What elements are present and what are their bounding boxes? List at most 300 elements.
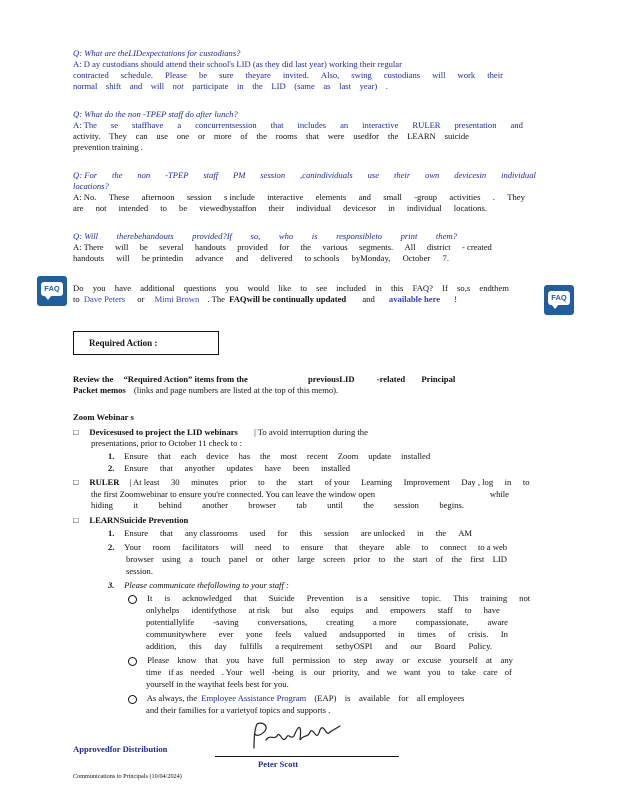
word: other (271, 554, 290, 564)
word: Q: Will (73, 231, 99, 241)
word: conversations, (257, 617, 308, 627)
zoom-item-1-line-2: presentations, prior to October 11 check to : (91, 438, 242, 448)
word: you (427, 667, 441, 677)
word: - created (462, 242, 492, 252)
word: the (259, 451, 271, 461)
word: individual (406, 203, 442, 213)
word: the (451, 554, 462, 564)
sub-number: 2. (108, 463, 115, 473)
word: activities (449, 192, 481, 202)
word: would (247, 283, 269, 293)
bullet-icon: □ (73, 427, 79, 437)
word: that (160, 528, 173, 538)
ruler-title: RULER (89, 477, 120, 487)
word: and (365, 605, 378, 615)
word: shift (105, 81, 122, 91)
word: LID (271, 81, 286, 91)
word: Ensure (124, 528, 149, 538)
word: were (327, 131, 345, 141)
word: therebehandouts (116, 231, 174, 241)
faq-updated-text: FAQwill be continually updated (229, 294, 347, 304)
word: know (177, 655, 197, 665)
word: theyare (245, 70, 271, 80)
the-text: . The (207, 294, 225, 304)
word: browser (248, 500, 276, 510)
word: | At least (129, 477, 160, 487)
word: to a web (477, 542, 508, 552)
ruler-text-while: while (489, 489, 509, 499)
word: addition, (146, 641, 177, 651)
footer-text: Communications to Principals (10/04/2024) (73, 773, 182, 780)
word: are unlocked (360, 528, 405, 538)
principal-text: Principal (421, 374, 456, 384)
word: used (249, 528, 266, 538)
word: in (237, 81, 244, 91)
word: Ensure (124, 463, 149, 473)
word: away (375, 655, 394, 665)
word: . (385, 81, 388, 91)
word: endthem (479, 283, 509, 293)
word: also (305, 605, 319, 615)
word: using (162, 554, 181, 564)
sub-text (124, 542, 507, 553)
word: it (133, 500, 139, 510)
word: several (159, 242, 184, 252)
word: browser (126, 554, 154, 564)
word: Board (434, 641, 456, 651)
word: print (400, 231, 418, 241)
word: panel (228, 554, 248, 564)
circle-bullet-icon (128, 657, 137, 666)
word: that (157, 451, 171, 461)
word: . Your (221, 667, 243, 677)
word: -group (414, 192, 438, 202)
word: first (470, 554, 485, 564)
word: Q: For (73, 170, 98, 180)
word: start (412, 554, 428, 564)
word: and (358, 192, 371, 202)
word: crisis. (467, 629, 489, 639)
word: responsibleto (336, 231, 383, 241)
word: their (393, 170, 411, 180)
word: contracted (73, 70, 109, 80)
circle-item-1-line-4 (146, 629, 508, 640)
word: individual (501, 170, 536, 180)
word: in (504, 477, 512, 487)
word: empowers (390, 605, 426, 615)
word: feels (275, 629, 292, 639)
word: in (388, 203, 395, 213)
word: additional (140, 283, 175, 293)
word: installed (320, 463, 351, 473)
word: is (300, 667, 307, 677)
word: room (152, 542, 171, 552)
word: usedfor (353, 131, 379, 141)
word: who (278, 231, 294, 241)
word: interactive (362, 120, 399, 130)
sub-number: 1. (108, 528, 115, 538)
word: will (114, 242, 129, 252)
word: be (199, 70, 208, 80)
word: LID (492, 554, 507, 564)
word: Prevention (306, 593, 344, 603)
circle-item-3-line-2: and their families for a varietyof topics and supports . (146, 705, 331, 715)
approved-for-distribution-label: Approvedfor Distribution (73, 744, 168, 754)
word: full (272, 655, 284, 665)
zoom-sub-2 (108, 463, 438, 474)
word: Your (124, 542, 141, 552)
word: potentiallylife (146, 617, 195, 627)
word: of (504, 667, 512, 677)
word: of (435, 554, 444, 564)
word: concurrentsession (195, 120, 257, 130)
word: schedule. (120, 70, 154, 80)
sub-number: 2. (108, 542, 115, 552)
word: the (276, 477, 287, 487)
ruler-text-2: the first Zoomwebinar to ensure you're connected. You can leave the window open (91, 489, 376, 499)
word: will (150, 81, 165, 91)
word: take (461, 667, 477, 677)
zoom-s-2-line-1 (108, 542, 508, 553)
word: the (256, 131, 267, 141)
word: included (336, 283, 366, 293)
word: for (398, 693, 409, 703)
faq-question-3-line-1 (73, 170, 536, 181)
word: to (522, 477, 530, 487)
word: These (108, 192, 130, 202)
circle-item-1-line-5 (146, 641, 492, 652)
zoom-webinars-heading: Zoom Webinar s (73, 412, 134, 422)
contact-mimi-brown-link[interactable]: Mimi Brown (154, 294, 200, 304)
word: session (323, 528, 349, 538)
word: that (204, 655, 218, 665)
word: not (172, 81, 184, 91)
zoom-item-1-line-1 (73, 427, 543, 438)
word: in (417, 528, 424, 538)
sub-text (124, 451, 430, 462)
word: anyother (184, 463, 215, 473)
word: facilitators (182, 542, 219, 552)
zoom-s-2-line-2 (126, 554, 507, 565)
word: if as (168, 667, 184, 677)
word: see (316, 283, 328, 293)
word: use (367, 170, 380, 180)
word: participate (192, 81, 229, 91)
word: Suicide (268, 593, 295, 603)
word: start (298, 477, 314, 487)
word: is (344, 693, 351, 703)
word: hiding (91, 500, 113, 510)
available-here-link[interactable]: available here (388, 294, 441, 304)
word: Improvement (403, 477, 450, 487)
word: to schools (304, 253, 340, 263)
word: (EAP) (314, 693, 337, 703)
word: at risk (248, 605, 270, 615)
circle-bullet-icon (128, 595, 137, 604)
word: staff (437, 605, 453, 615)
word: and (367, 667, 380, 677)
word: They (507, 192, 525, 202)
signature-drawing (244, 718, 354, 754)
word: questions (183, 283, 217, 293)
word: like (278, 283, 292, 293)
word: fulfills (239, 641, 263, 651)
circle-item-1-line-2 (146, 605, 500, 616)
word: one (176, 131, 190, 141)
word: have (264, 463, 281, 473)
word: be printedin (141, 253, 184, 263)
word: the (363, 500, 374, 510)
word: as (323, 81, 331, 91)
word: can (135, 131, 148, 141)
word: we (386, 667, 397, 677)
word: normal (73, 81, 98, 91)
word: want (403, 667, 421, 677)
word: or (402, 655, 410, 665)
word: connect (439, 542, 467, 552)
word: devicesor (343, 203, 377, 213)
zoom-item-3-line-1 (73, 515, 543, 526)
word: are (73, 203, 84, 213)
word: a requirement (275, 641, 323, 651)
word: . (492, 192, 495, 202)
word: able (395, 542, 411, 552)
word: or (197, 131, 206, 141)
word: (same (294, 81, 315, 91)
word: activity. (73, 131, 101, 141)
word: day (214, 641, 227, 651)
word: needed (190, 667, 215, 677)
word: care (483, 667, 498, 677)
required-action-title: Required Action : (89, 338, 158, 348)
word: PM (233, 170, 246, 180)
word: se (110, 120, 119, 130)
faq-icon-right: FAQ (544, 285, 574, 315)
word: to (464, 605, 472, 615)
word: of (448, 629, 456, 639)
circle-item-3-line-1 (128, 693, 528, 704)
circle-bullet-icon (128, 695, 137, 704)
word: not (519, 593, 531, 603)
word: equips (331, 605, 354, 615)
word: use (156, 131, 168, 141)
word: includes (297, 120, 327, 130)
word: sure (219, 70, 234, 80)
word: touch (201, 554, 221, 564)
word: prior (229, 477, 247, 487)
word: you (92, 283, 106, 293)
word: most (280, 451, 298, 461)
word: have (483, 605, 500, 615)
word: an (340, 120, 349, 130)
word: device (206, 451, 229, 461)
related-text: -related (376, 374, 406, 384)
zoom-item-2-line-3 (91, 500, 464, 511)
word: custodians (383, 70, 421, 80)
word: staff (203, 170, 219, 180)
word: viewedbystaffon (199, 203, 257, 213)
word: step (353, 655, 368, 665)
learn-suicide-prevention-title: LEARNSuicide Prevention (89, 515, 189, 525)
word: topic. (421, 593, 442, 603)
word: you (226, 655, 240, 665)
word: devicesin (454, 170, 487, 180)
zoom-sub-1 (108, 451, 438, 462)
word: large (297, 554, 315, 564)
word: theyare (359, 542, 385, 552)
word: elements (315, 192, 347, 202)
word: ever (218, 629, 234, 639)
word: to (338, 655, 346, 665)
word: training (480, 593, 508, 603)
word: interactive (267, 192, 304, 202)
word: and (129, 81, 143, 91)
faq-answer-1-line-3 (73, 81, 388, 92)
or-text: or (137, 294, 145, 304)
word: each (180, 451, 197, 461)
word: be (179, 203, 188, 213)
word: begins. (439, 500, 464, 510)
sub-text (124, 463, 350, 474)
word: to (300, 283, 307, 293)
word: Also, (320, 70, 340, 80)
word: individual (296, 203, 332, 213)
word: acknowledged (182, 593, 232, 603)
word: setbyOSPI (335, 641, 373, 651)
word: will (432, 70, 446, 80)
word: Ensure (124, 451, 149, 461)
word: 7. (442, 253, 449, 263)
word: various (322, 242, 348, 252)
previous-lid-text: previousLID (307, 374, 355, 384)
word: non (137, 170, 151, 180)
word: or (255, 554, 264, 564)
sub-text: Please communicate thefollowing to your staff : (124, 580, 289, 590)
word: year) (359, 81, 378, 91)
word: and (385, 641, 398, 651)
word: handouts (194, 242, 226, 252)
word: update (368, 451, 392, 461)
devices-used-title: Devicesused to project the LID webinars (89, 427, 238, 437)
word: that (270, 120, 284, 130)
faq-icon-left: FAQ (37, 276, 67, 306)
word: byMonday, (351, 253, 391, 263)
word: is a (355, 593, 368, 603)
word: prior (353, 554, 371, 564)
bullet-icon: □ (73, 515, 79, 525)
word: creating (326, 617, 354, 627)
word: be (139, 242, 148, 252)
word: Zoom (337, 451, 359, 461)
circle-item-2-line-3: yourself in the waythat feels best for you. (146, 679, 289, 689)
circle-item-2-line-2 (146, 667, 512, 678)
required-action-box (73, 331, 219, 355)
faq-answer-4-line-1 (73, 242, 492, 253)
word: If (442, 283, 448, 293)
word: yourself (449, 655, 478, 665)
word: excuse (417, 655, 442, 665)
word: that (243, 593, 257, 603)
word: suicide (444, 131, 469, 141)
word: will (230, 542, 244, 552)
faq-answer-1-line-1: A: D ay custodians should attend their school's LID (as they did last year) working their regular (73, 59, 402, 69)
word: Policy. (468, 641, 492, 651)
word: times (417, 629, 436, 639)
word: LEARN (407, 131, 436, 141)
word: sensitive (379, 593, 410, 603)
word: compassionate, (415, 617, 469, 627)
word: another (202, 500, 228, 510)
word: has (238, 451, 251, 461)
bullet-icon: □ (73, 477, 79, 487)
word: RULER (412, 120, 441, 130)
word: tab (296, 500, 307, 510)
word: session (260, 170, 286, 180)
circle-text: As always, the (146, 693, 198, 703)
word: provided (237, 242, 268, 252)
word: is (164, 593, 171, 603)
word: is (311, 231, 318, 241)
faq-answer-3-line-1 (73, 192, 525, 203)
faq-question-1: Q: What are theLIDexpectations for custodians? (73, 48, 241, 58)
sub-text (124, 528, 472, 539)
circle-item-1-line-1 (128, 593, 531, 604)
word: valued (303, 629, 327, 639)
word: work (457, 70, 476, 80)
devices-used-text: | To avoid interruption during the (254, 427, 368, 437)
word: handouts (73, 253, 105, 263)
word: to (378, 554, 386, 564)
word: minutes (191, 477, 219, 487)
word: to (421, 542, 429, 552)
word: but (281, 605, 293, 615)
word: the (300, 242, 311, 252)
review-line-2 (73, 385, 543, 396)
signer-name: Peter Scott (258, 759, 299, 769)
word: priority, (332, 667, 360, 677)
word: All (404, 242, 416, 252)
word: well (249, 667, 265, 677)
word: our (313, 667, 326, 677)
word: the (393, 554, 405, 564)
word: the (387, 131, 399, 141)
circle-text (147, 593, 530, 604)
faq-more-line-1 (73, 283, 509, 294)
to-text: to (73, 294, 80, 304)
word: Please (165, 70, 188, 80)
ruler-text (130, 477, 530, 488)
word: of (240, 131, 248, 141)
word: A: No. (73, 192, 97, 202)
word: FAQ? (412, 283, 433, 293)
word: to (282, 542, 290, 552)
word: intended (118, 203, 149, 213)
contact-dave-peters-link[interactable]: Dave Peters (83, 294, 126, 304)
eap-link[interactable]: Employee Assistance Program (201, 693, 307, 703)
word: in (375, 283, 382, 293)
word: at (485, 655, 493, 665)
word: updates (226, 463, 253, 473)
word: identifythose (191, 605, 237, 615)
review-label: Review the (73, 374, 114, 384)
word: onlyhelps (146, 605, 180, 615)
faq-answer-2-line-1 (73, 120, 523, 131)
word: have (247, 655, 264, 665)
word: delivered (260, 253, 293, 263)
word: swing (351, 70, 372, 80)
word: and (510, 120, 523, 130)
signature (244, 718, 354, 754)
